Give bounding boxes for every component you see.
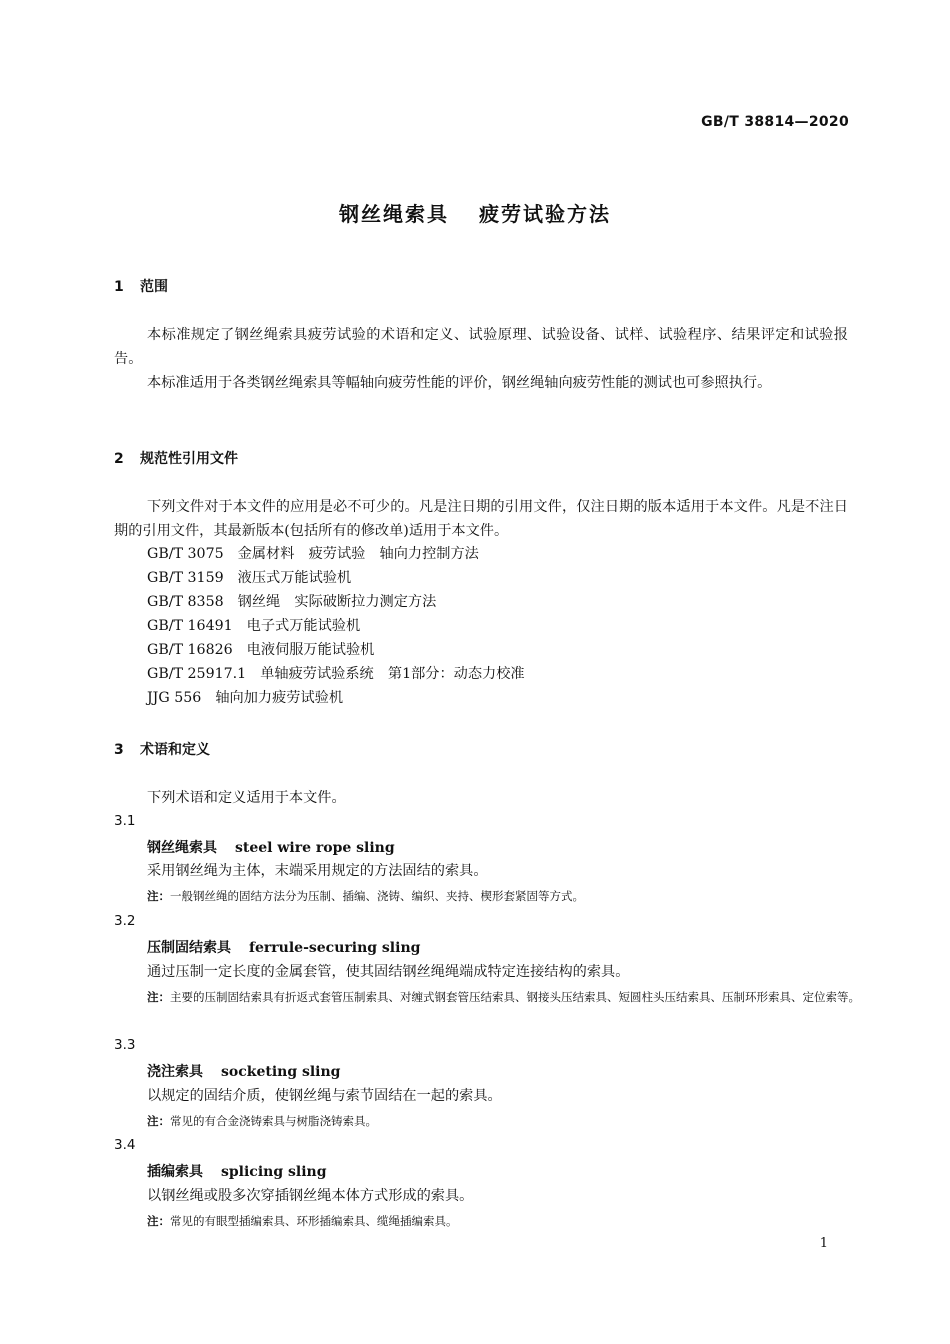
reference-code: GB/T 25917.1 — [147, 666, 247, 682]
section-title: 范围 — [140, 279, 168, 295]
note-text: 常见的有合金浇铸索具与树脂浇铸索具。 — [170, 1114, 377, 1128]
term-zh: 浇注索具 — [147, 1064, 203, 1080]
page-number: 1 — [819, 1236, 828, 1251]
term-heading — [147, 937, 420, 957]
references-intro: 下列文件对于本文件的应用是必不可少的。凡是注日期的引用文件，仅注日期的版本适用于本文件。凡是不注日期的引用文件，其最新版本(包括所有的修改单)适用于本文件。 — [114, 499, 848, 539]
term-en: splicing sling — [221, 1164, 327, 1180]
reference-item — [147, 615, 360, 635]
term-en: socketing sling — [221, 1064, 341, 1080]
reference-code: GB/T 3159 — [147, 570, 224, 586]
note-label: 注： — [147, 1214, 170, 1228]
note-label: 注： — [147, 889, 170, 903]
reference-title: 电液伺服万能试验机 — [246, 642, 375, 658]
reference-item — [147, 543, 479, 563]
reference-code: JJG 556 — [147, 690, 202, 706]
scope-paragraph-2: 本标准适用于各类钢丝绳索具等幅轴向疲劳性能的评价，钢丝绳轴向疲劳性能的测试也可参照执行。 — [147, 375, 772, 391]
reference-title: 钢丝绳 实际破断拉力测定方法 — [237, 594, 437, 610]
section-heading-scope — [114, 276, 168, 296]
term-number: 3.3 — [114, 1037, 136, 1053]
reference-item — [147, 687, 343, 707]
term-note — [147, 986, 876, 1009]
reference-item — [147, 663, 525, 683]
section-number: 1 — [114, 279, 124, 295]
term-definition: 采用钢丝绳为主体，末端采用规定的方法固结的索具。 — [147, 863, 488, 879]
reference-title: 单轴疲劳试验系统 第1部分：动态力校准 — [260, 666, 525, 682]
term-note — [147, 1110, 876, 1133]
note-text: 主要的压制固结索具有折返式套管压制索具、对缠式钢套管压结索具、钢接头压结索具、短圆柱头压结索具、压制环形索具、定位索等。 — [170, 990, 860, 1004]
term-en: steel wire rope sling — [235, 840, 395, 856]
term-definition: 通过压制一定长度的金属套管，使其固结钢丝绳绳端成特定连接结构的索具。 — [147, 964, 630, 980]
term-heading — [147, 1061, 340, 1081]
term-zh: 钢丝绳索具 — [147, 840, 217, 856]
title-part1: 钢丝绳索具 — [339, 202, 449, 226]
section-heading-terms — [114, 739, 210, 759]
reference-code: GB/T 8358 — [147, 594, 224, 610]
reference-item — [147, 639, 374, 659]
note-label: 注： — [147, 990, 170, 1004]
standard-code: GB/T 38814—2020 — [701, 114, 849, 130]
term-definition: 以规定的固结介质，使钢丝绳与索节固结在一起的索具。 — [147, 1088, 502, 1104]
term-definition: 以钢丝绳或股多次穿插钢丝绳本体方式形成的索具。 — [147, 1188, 474, 1204]
reference-code: GB/T 16826 — [147, 642, 233, 658]
reference-item — [147, 567, 351, 587]
terms-intro: 下列术语和定义适用于本文件。 — [147, 790, 346, 806]
term-en: ferrule-securing sling — [249, 940, 421, 956]
title-part2: 疲劳试验方法 — [479, 202, 611, 226]
reference-title: 金属材料 疲劳试验 轴向力控制方法 — [237, 546, 479, 562]
reference-item — [147, 591, 436, 611]
note-text: 常见的有眼型插编索具、环形插编索具、缆绳插编索具。 — [170, 1214, 458, 1228]
term-zh: 压制固结索具 — [147, 940, 231, 956]
term-number: 3.1 — [114, 813, 136, 829]
section-number: 2 — [114, 451, 124, 467]
scope-paragraph-1: 本标准规定了钢丝绳索具疲劳试验的术语和定义、试验原理、试验设备、试样、试验程序、结果评定和试验报告。 — [114, 327, 848, 367]
reference-title: 液压式万能试验机 — [237, 570, 352, 586]
term-zh: 插编索具 — [147, 1164, 203, 1180]
reference-title: 轴向加力疲劳试验机 — [215, 690, 344, 706]
note-text: 一般钢丝绳的固结方法分为压制、插编、浇铸、编织、夹持、楔形套紧固等方式。 — [170, 889, 584, 903]
section-heading-references — [114, 448, 238, 468]
reference-title: 电子式万能试验机 — [246, 618, 361, 634]
section-title: 规范性引用文件 — [140, 451, 238, 467]
term-note — [147, 1210, 876, 1233]
term-heading — [147, 1161, 326, 1181]
note-label: 注： — [147, 1114, 170, 1128]
section-title: 术语和定义 — [140, 742, 210, 758]
term-note — [147, 885, 876, 908]
term-number: 3.4 — [114, 1137, 136, 1153]
reference-code: GB/T 3075 — [147, 546, 224, 562]
reference-code: GB/T 16491 — [147, 618, 233, 634]
document-title — [0, 198, 950, 227]
term-number: 3.2 — [114, 913, 136, 929]
term-heading — [147, 837, 395, 857]
section-number: 3 — [114, 742, 124, 758]
